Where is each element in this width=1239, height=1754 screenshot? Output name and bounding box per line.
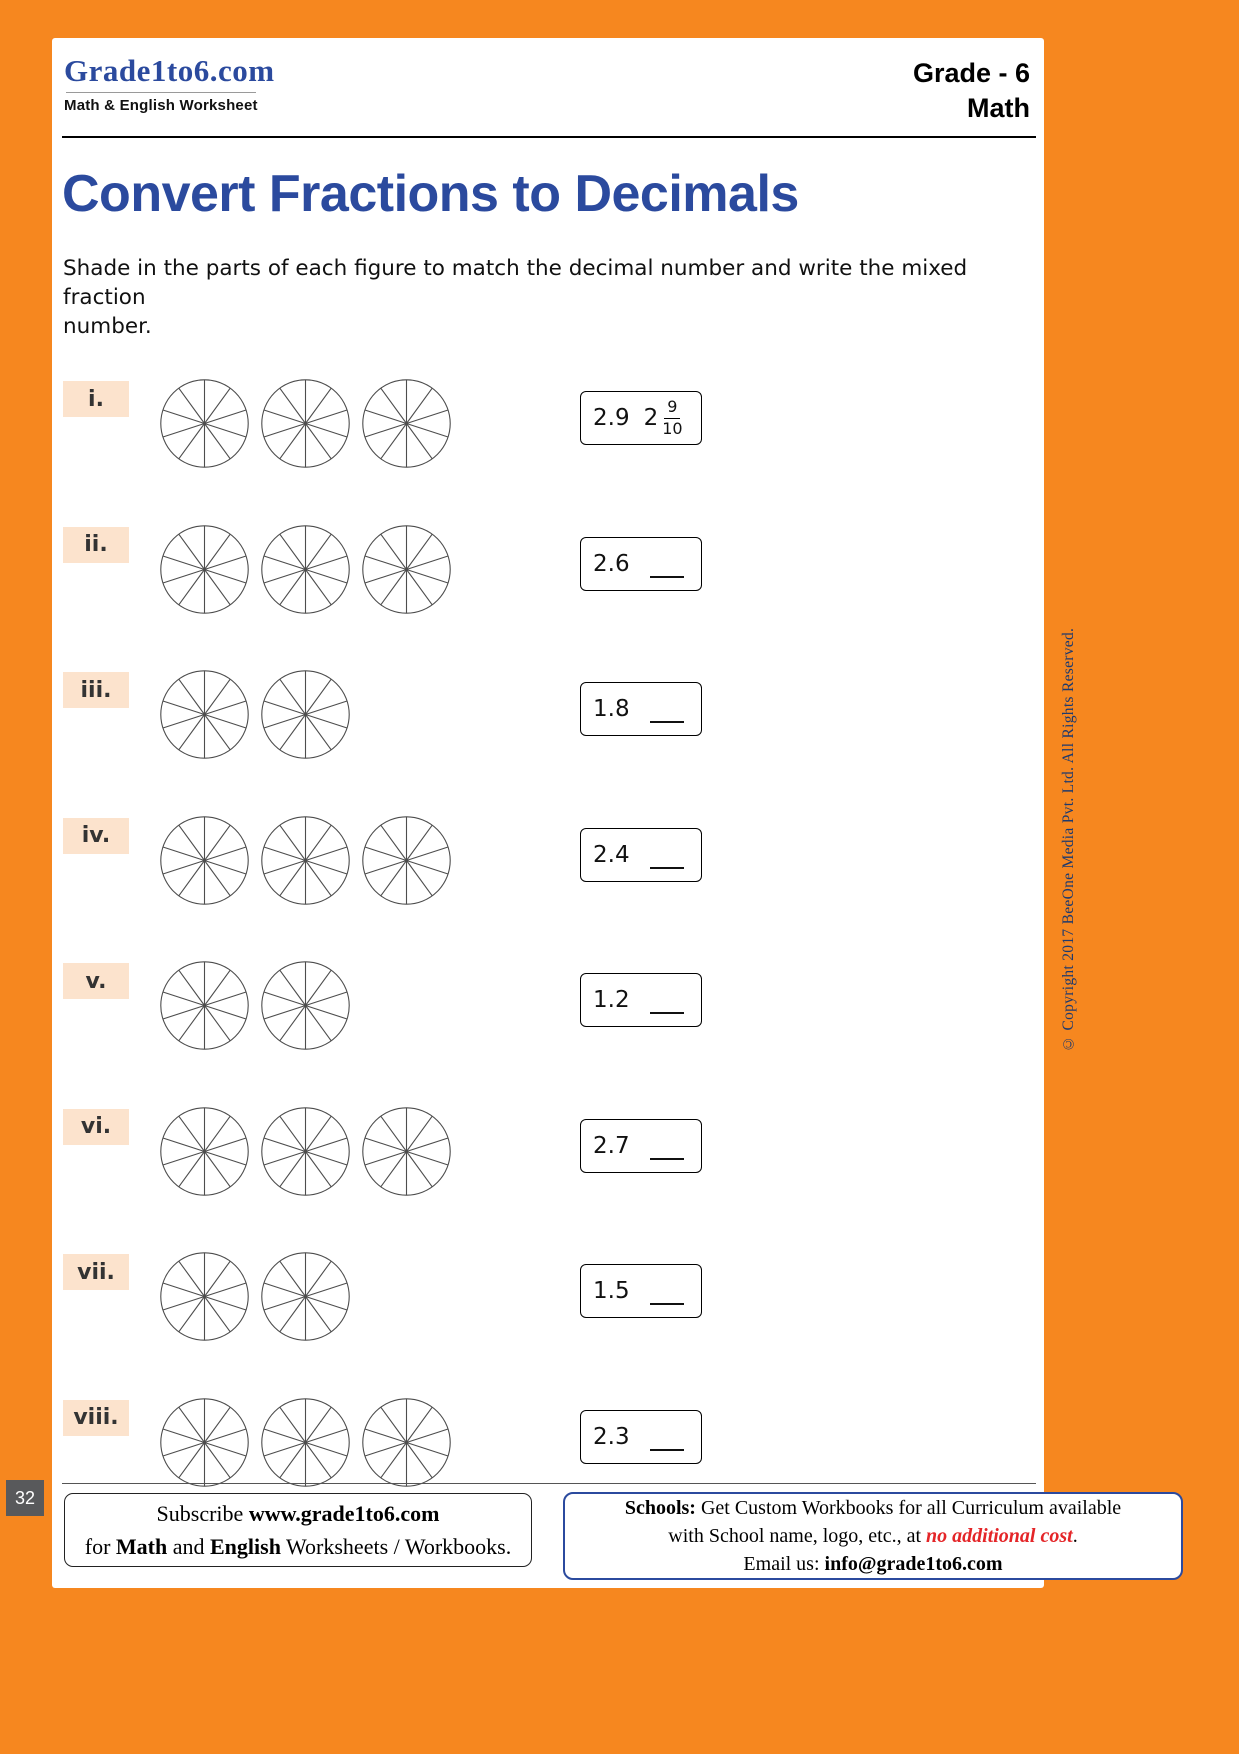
- answer-box: [580, 1264, 702, 1318]
- no-additional-cost-text: no additional cost: [926, 1525, 1073, 1547]
- fraction-denominator: 10: [662, 418, 683, 438]
- problem-row: [63, 1254, 1044, 1400]
- fraction-circles: [158, 523, 453, 616]
- schools-text: Get Custom Workbooks for all Curriculum available: [695, 1497, 1122, 1519]
- instructions-line2: number.: [63, 314, 152, 340]
- tenths-circle[interactable]: [259, 814, 352, 907]
- tenths-circle[interactable]: [259, 1396, 352, 1489]
- tenths-circle[interactable]: [158, 377, 251, 470]
- tenths-circle[interactable]: [158, 1250, 251, 1343]
- subject-line: Math: [967, 93, 1030, 124]
- schools-line2: [573, 1522, 1173, 1550]
- problem-label: v.: [63, 963, 129, 999]
- fraction-numerator: 9: [664, 398, 680, 418]
- copyright-sidebar: © Copyright 2017 BeeOne Media Pvt. Ltd. All Rights Reserved.: [1060, 627, 1077, 1052]
- schools-line3: [573, 1550, 1173, 1578]
- page-title: Convert Fractions to Decimals: [62, 165, 799, 224]
- answer-blank[interactable]: [650, 1303, 684, 1305]
- problem-row: [63, 963, 1044, 1109]
- problem-label: i.: [63, 381, 129, 417]
- answer-box: [580, 1119, 702, 1173]
- tenths-circle[interactable]: [259, 1250, 352, 1343]
- subscribe-text: for: [84, 1534, 116, 1559]
- header: [52, 38, 1044, 126]
- answer-box: [580, 828, 702, 882]
- tenths-circle[interactable]: [360, 1396, 453, 1489]
- tenths-circle[interactable]: [360, 814, 453, 907]
- problem-label: viii.: [63, 1400, 129, 1436]
- problem-row: [63, 527, 1044, 673]
- instructions-line1: Shade in the parts of each figure to match the decimal number and write the mixed fraction: [63, 256, 968, 311]
- decimal-value: 2.3: [593, 1423, 630, 1450]
- logo-divider: [66, 92, 256, 93]
- answer-box: [580, 1410, 702, 1464]
- answer-blank[interactable]: [650, 1158, 684, 1160]
- tenths-circle[interactable]: [158, 523, 251, 616]
- fraction-circles: [158, 1105, 453, 1198]
- answer-box: [580, 391, 702, 445]
- problem-label: iii.: [63, 672, 129, 708]
- logo-title: Grade1to6.com: [64, 53, 275, 88]
- decimal-value: 2.6: [593, 550, 630, 577]
- tenths-circle[interactable]: [158, 1396, 251, 1489]
- answer-blank[interactable]: [650, 576, 684, 578]
- problem-label: iv.: [63, 818, 129, 854]
- problem-row: [63, 1109, 1044, 1255]
- decimal-value: 2.4: [593, 841, 630, 868]
- tenths-circle[interactable]: [259, 668, 352, 761]
- problem-row: [63, 818, 1044, 964]
- page-number-badge: 32: [6, 1480, 44, 1516]
- subscribe-text-bold: English: [210, 1534, 281, 1559]
- answer-box: [580, 682, 702, 736]
- decimal-value: 2.9: [593, 405, 630, 432]
- tenths-circle[interactable]: [158, 959, 251, 1052]
- grade-info: [913, 54, 1030, 126]
- answer-blank[interactable]: [650, 1012, 684, 1014]
- site-url-link[interactable]: www.grade1to6.com: [248, 1501, 440, 1526]
- tenths-circle[interactable]: [158, 1105, 251, 1198]
- site-logo: [64, 54, 275, 114]
- answer-blank[interactable]: [650, 867, 684, 869]
- answer-blank[interactable]: [650, 721, 684, 723]
- subscribe-text-bold: Math: [115, 1534, 168, 1559]
- subscribe-text: Worksheets / Workbooks.: [280, 1534, 512, 1559]
- fraction-circles: [158, 377, 453, 470]
- schools-line1: [573, 1494, 1173, 1522]
- decimal-value: 1.8: [593, 696, 630, 723]
- fraction-circles: [158, 1396, 453, 1489]
- subscribe-text: and: [167, 1534, 210, 1559]
- decimal-value: 1.2: [593, 987, 630, 1014]
- tenths-circle[interactable]: [259, 959, 352, 1052]
- subscribe-text: Subscribe: [156, 1501, 249, 1526]
- decimal-value: 2.7: [593, 1132, 630, 1159]
- subscribe-line2: [65, 1530, 531, 1563]
- header-divider: [62, 136, 1036, 138]
- worksheet-page: [52, 38, 1044, 1588]
- problem-row: [63, 672, 1044, 818]
- schools-text: .: [1072, 1525, 1078, 1547]
- decimal-value: 1.5: [593, 1278, 630, 1305]
- problem-label: vi.: [63, 1109, 129, 1145]
- email-label: Email us:: [743, 1553, 825, 1575]
- tenths-circle[interactable]: [259, 377, 352, 470]
- tenths-circle[interactable]: [259, 523, 352, 616]
- problems-list: [63, 381, 1044, 1545]
- tenths-circle[interactable]: [158, 814, 251, 907]
- problem-row: [63, 381, 1044, 527]
- grade-line: Grade - 6: [912, 58, 1030, 88]
- fraction-circles: [158, 959, 352, 1052]
- fraction-circles: [158, 668, 352, 761]
- tenths-circle[interactable]: [360, 523, 453, 616]
- instructions: [63, 254, 1044, 341]
- subscribe-box: [64, 1493, 532, 1567]
- logo-subtitle: Math & English Worksheet: [64, 97, 258, 115]
- fraction-circles: [158, 1250, 352, 1343]
- footer-divider: [62, 1483, 1036, 1484]
- mixed-fraction-answer: [644, 398, 683, 438]
- fraction-circles: [158, 814, 453, 907]
- tenths-circle[interactable]: [259, 1105, 352, 1198]
- tenths-circle[interactable]: [360, 377, 453, 470]
- tenths-circle[interactable]: [158, 668, 251, 761]
- tenths-circle[interactable]: [360, 1105, 453, 1198]
- answer-box: [580, 537, 702, 591]
- email-link[interactable]: info@grade1to6.com: [824, 1553, 1003, 1575]
- fraction-whole: 2: [643, 405, 659, 432]
- problem-label: ii.: [63, 527, 129, 563]
- answer-blank[interactable]: [650, 1449, 684, 1451]
- answer-box: [580, 973, 702, 1027]
- schools-box: [563, 1492, 1183, 1580]
- problem-label: vii.: [63, 1254, 129, 1290]
- schools-label: Schools:: [624, 1497, 696, 1519]
- subscribe-line1: [65, 1497, 531, 1530]
- fraction-stack: [662, 398, 682, 438]
- schools-text: with School name, logo, etc., at: [668, 1525, 927, 1547]
